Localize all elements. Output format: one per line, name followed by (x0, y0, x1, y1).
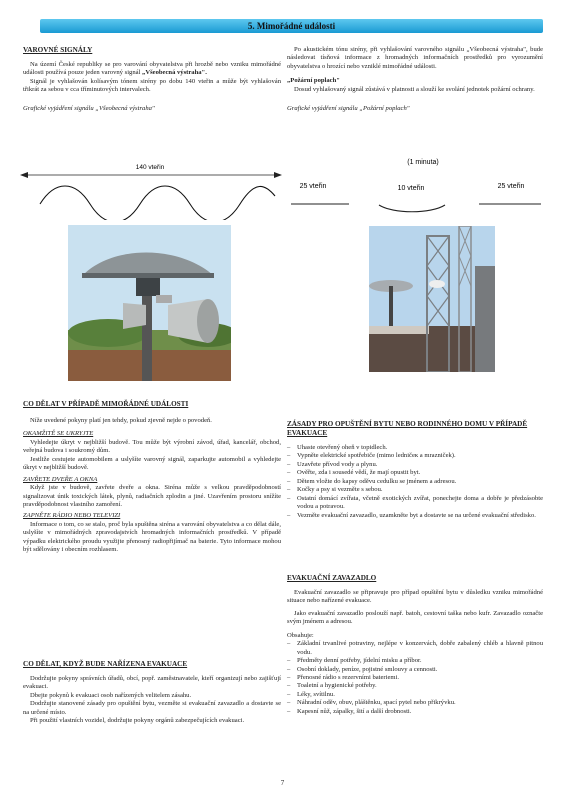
list-item: – Uzavřete přívod vody a plynu. (287, 461, 543, 469)
luggage-section (287, 574, 543, 716)
siren-photo (68, 225, 231, 381)
after-signal-paragraph: Po akustickém tónu sirény, při vyhlašování varovného signálu „Všeobecná výstraha", bude následovat tísňová informace z hromadných informačních prostředků pro vyrozumění obyvatelstva o hrozící nebo vzniklé mimořádné události. (287, 46, 543, 70)
list-item: – Základní trvanlivé potraviny, nejlépe v konzervách, dobře zabalený chléb a hlavně pitnou vodu. (287, 640, 543, 657)
minute-label: (1 minuta) (407, 159, 439, 166)
leaving-home-section (287, 420, 543, 520)
close-doors-text: Když jste v budově, zavřete dveře a okna. Siréna může s velkou pravděpodobností signalizovat únik toxických látek, plynů, radiačních zplodin a jiné. Uzavřením prostoru snížíte pravděpodobnost vlastního zamoření. (23, 484, 281, 508)
take-cover-text: Vyhledejte úkryt v nejbližší budově. Tou může být výrobní závod, úřad, kancelář, obchod, veřejná budova i soukromý dům. (23, 438, 281, 455)
list-item: – Náhradní oděv, obuv, pláštěnku, spací pytel nebo přikrývku. (287, 699, 543, 707)
list-item: – Kočky a psy si vezměte s sebou. (287, 486, 543, 494)
fire-alarm-graphic (283, 156, 545, 216)
list-item: – Léky, svítilnu. (287, 691, 543, 699)
list-item: – Uhaste otevřený oheň v topidlech. (287, 444, 543, 452)
evacuation-paragraph-1: Dodržujte pokyny správních úřadů, obcí, popř. zaměstnavatele, kteří organizují nebo zajišťují evakuaci. (23, 675, 281, 691)
luggage-heading: EVAKUAČNÍ ZAVAZADLO (287, 574, 377, 582)
evacuation-ordered-section (23, 660, 281, 726)
segment-2-label: 10 vteřin (397, 185, 425, 192)
evacuation-paragraph-4: Při použití vlastních vozidel, dodržujte pokyny orgánů zabezpečujících evakuaci. (30, 717, 245, 725)
page-number: 7 (280, 779, 285, 787)
evacuation-paragraph-2: Dbejte pokynů k evakuaci osob nařízených velitelem zásahu. (30, 691, 192, 699)
list-item: – Dětem vložte do kapsy oděvu cedulku se jménem a adresou. (287, 478, 543, 486)
turn-on-radio-text: Informace o tom, co se stalo, proč byla spuštěna siréna a varování obyvatelstva a co dělat dále, uslyšíte v mimořádných zpravodajstvích hromadných informačních prostředků. V případě výpadku elektrického proudu využijte přenosný radiopřijímač na baterie. Tyto informace mohou být sdělovány i obecním rozhlasem. (23, 520, 281, 554)
take-cover-title: OKAMŽITĚ SE UKRYJTE (23, 430, 94, 438)
warning-paragraph (23, 61, 281, 78)
what-to-do-heading: CO DĚLAT V PŘÍPADĚ MIMOŘÁDNÉ UDÁLOSTI (23, 400, 189, 408)
list-item: – Ověřte, zda i sousedé vědí, že mají opustit byt. (287, 469, 543, 477)
warning-graphic-caption: Grafické vyjádření signálu „Všeobecná výstraha" (23, 104, 155, 112)
leaving-home-list (287, 444, 543, 520)
list-item: – Toaletní a hygienické potřeby. (287, 682, 543, 690)
leaving-home-heading: ZÁSADY PRO OPUŠTĚNÍ BYTU NEBO RODINNÉHO DOMU V PŘÍPADĚ EVAKUACE (287, 420, 528, 437)
list-item: – Vypněte elektrické spotřebiče (mimo ledničeк a mrazniček). (287, 452, 543, 460)
warning-heading: VAROVNÉ SIGNÁLY (23, 46, 93, 54)
general-warning-wave-graphic (20, 160, 282, 220)
warning-paragraph-2: Signál je vyhlašován kolísavým tónem sirény po dobu 140 vteřin a může být vyhlašován třikrát za sebou v cca tříminutových intervalech. (23, 77, 281, 94)
list-item: – Kapesní nůž, zápalky, šití a další drobnosti. (287, 708, 543, 716)
fire-alarm-text: Dosud vyhlašovaný signál zůstává v platnosti a slouží ke svolání jednotek požární ochrany. (294, 85, 535, 93)
after-signal-section (287, 46, 543, 114)
fire-alarm-title: „Požární poplach" (287, 77, 340, 85)
signal-name: „Všeobecná výstraha". (142, 69, 207, 77)
what-to-do-intro: Níže uvedené pokyny platí jen tehdy, pokud zjevně nejde o povodeň. (30, 417, 212, 424)
turn-on-radio-title: ZAPNĚTE RÁDIO NEBO TELEVIZI (23, 512, 121, 520)
evacuation-ordered-heading: CO DĚLAT, KDYŽ BUDE NAŘÍZENA EVAKUACE (23, 660, 188, 668)
list-item: – Ostatní domácí zvířata, včetně exotických zvířat, ponechejte doma a dobře je předzásobte vodou a potravou. (287, 495, 543, 512)
rooftop-siren-photo (369, 226, 495, 372)
list-item: – Přenosné rádio s rezervními bateriemi. (287, 674, 543, 682)
luggage-list (287, 640, 543, 716)
rooftop-siren-drawing (369, 226, 495, 372)
segment-3-label: 25 vteřin (497, 183, 525, 190)
take-cover-text-2: Jestliže cestujete automobilem a uslyšíte varovný signál, zaparkujte automobil a vyhledejte úkryt v nejbližší budově. (23, 455, 281, 472)
luggage-paragraph-2: Jako evakuační zavazadlo poslouží např. batoh, cestovní taška nebo kufr. Zavazadlo označte svým jménem a adresou. (287, 609, 543, 626)
siren-photo-drawing (68, 225, 231, 381)
what-to-do-section (23, 400, 281, 555)
list-item: – Osobní doklady, peníze, pojistné smlouvy a cennosti. (287, 666, 543, 674)
luggage-paragraph-1: Evakuační zavazadlo se připravuje pro případ opuštění bytu v důsledku vzniku mimořádné situace nebo nařízené evakuace. (287, 589, 543, 605)
wave-duration-label: 140 vteřin (135, 164, 165, 171)
list-item: – Předměty denní potřeby, jídelní misku a příbor. (287, 657, 543, 665)
warning-text: Na území České republiky se pro varování obyvatelstva při hrozbě nebo vzniku mimořádné události používá pouze jeden varovný signál (23, 61, 281, 77)
segment-1-label: 25 vteřin (299, 183, 327, 190)
list-item: – Vezměte evakuační zavazadlo, uzamkněte byt a dostavte se na určené evakuační středisko. (287, 512, 543, 520)
fire-graphic-caption: Grafické vyjádření signálu „Požární poplach" (287, 105, 410, 113)
section-header: 5. Mimořádné události (40, 19, 543, 33)
luggage-contents-label: Obsahuje: (287, 631, 314, 639)
warning-section (23, 46, 281, 113)
evacuation-paragraph-3: Dodržujte stanovené zásady pro opuštění bytu, vezměte si evakuační zavazadlo a dostavte se na určené místo. (23, 700, 281, 716)
close-doors-title: ZAVŘETE DVEŘE A OKNA (23, 475, 98, 483)
